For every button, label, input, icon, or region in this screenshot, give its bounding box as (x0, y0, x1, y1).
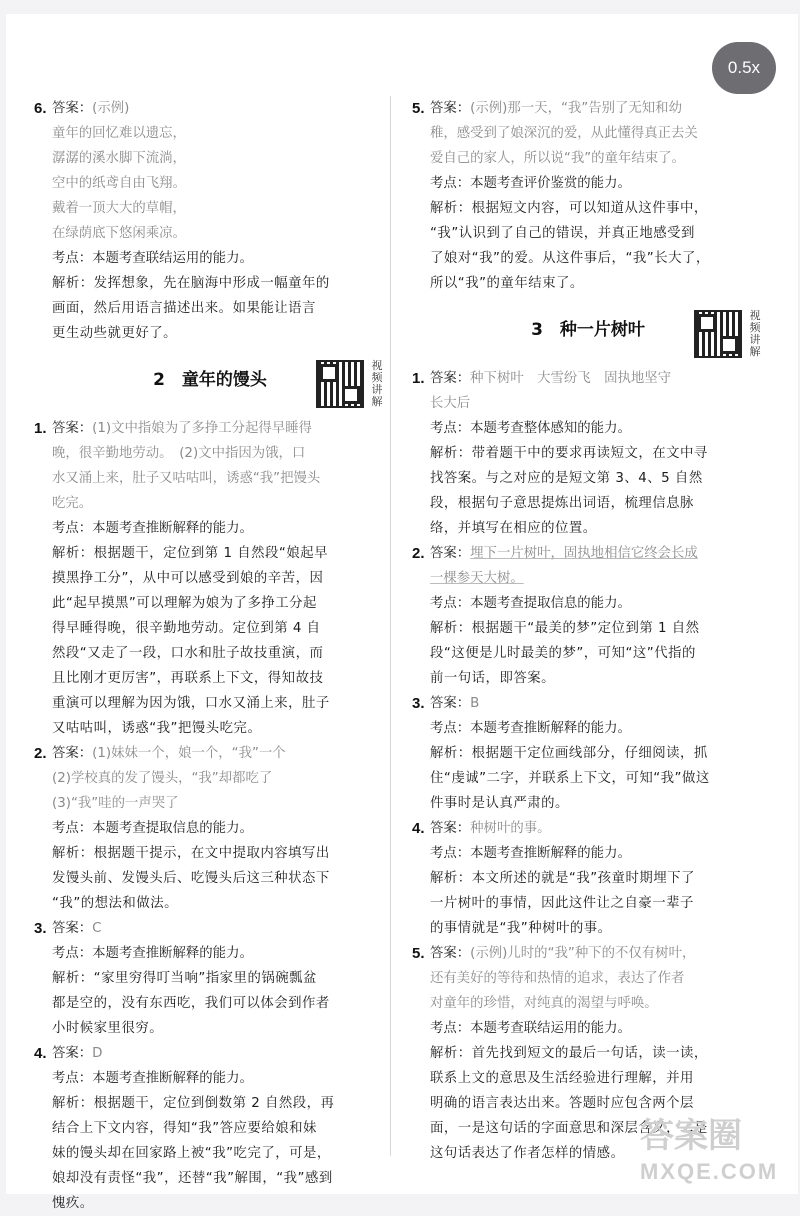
analysis-line: 愧疚。 (52, 1196, 94, 1211)
analysis-line: 这句话表达了作者怎样的情感。 (430, 1146, 625, 1161)
question-1 (34, 416, 386, 741)
analysis-line: “我”认识到了自己的错误，并真正地感受到 (430, 226, 695, 241)
answer-line: (示例)那一天，“我”告别了无知和幼 (470, 101, 682, 116)
answer-line: 种下树叶 大雪纷飞 固执地坚守 (470, 371, 672, 386)
section-title: 3 种一片树叶 (531, 320, 645, 340)
answer-line: (1)妹妹一个，娘一个，“我”一个 (92, 746, 286, 761)
kaodian-line: 考点：本题考查推断解释的能力。 (430, 846, 631, 861)
kaodian-line: 考点：本题考查评价鉴赏的能力。 (430, 176, 631, 191)
question-number: 3. (34, 920, 47, 937)
watermark-main: 答案圈 (640, 1117, 742, 1155)
answer-label: 答案： (430, 696, 471, 711)
analysis-line: 都是空的，没有东西吃，我们可以体会到作者 (52, 996, 330, 1011)
analysis-line: 解析：根据题干，定位到倒数第 2 自然段，再 (52, 1096, 335, 1111)
kaodian-line: 考点：本题考查推断解释的能力。 (430, 721, 631, 736)
question-number: 6. (34, 100, 47, 117)
right-column (412, 96, 764, 1166)
answer-line: 潺潺的溪水脚下流淌， (52, 151, 186, 166)
answer-label: 答案： (430, 946, 471, 961)
analysis-line: 件事时是认真严肃的。 (430, 796, 569, 811)
answer-line: B (470, 696, 480, 711)
question-number: 2. (412, 545, 425, 562)
question-4 (412, 816, 764, 941)
qr-code-icon[interactable] (316, 360, 364, 408)
kaodian-line: 考点：本题考查推断解释的能力。 (52, 946, 253, 961)
site-watermark (640, 1118, 778, 1190)
analysis-line: 得早睡得晚，很辛勤地劳动。定位到第 4 自 (52, 621, 321, 636)
answer-label: 答案： (430, 546, 471, 561)
analysis-line: 络，并填写在相应的位置。 (430, 521, 597, 536)
question-5-previous (412, 96, 764, 296)
answer-line: 戴着一顶大大的草帽， (52, 201, 186, 216)
question-6 (34, 96, 386, 346)
analysis-line: 解析：本文所述的就是“我”孩童时期埋下了 (430, 871, 695, 886)
analysis-line: “我”的想法和做法。 (52, 896, 178, 911)
analysis-line: 画面，然后用语言描述出来。如果能让语言 (52, 301, 316, 316)
question-number: 4. (412, 820, 425, 837)
analysis-line: 更生动些就更好了。 (52, 326, 178, 341)
answer-line: D (92, 1046, 103, 1061)
question-1 (412, 366, 764, 541)
qr-label: 视频讲解 (749, 309, 761, 358)
answer-line: 在绿荫底下悠闲乘凉。 (52, 226, 186, 241)
analysis-line: 明确的语言表达出来。答题时应包含两个层 (430, 1096, 694, 1111)
section-heading-3 (412, 310, 764, 356)
analysis-line: 解析：根据题干提示，在文中提取内容填写出 (52, 846, 330, 861)
analysis-line: 妹的馒头却在回家路上被“我”吃完了，可是， (52, 1146, 331, 1161)
answer-line: (3)“我”哇的一声哭了 (52, 796, 179, 811)
answer-label: 答案： (52, 746, 93, 761)
analysis-line: 此“起早摸黑”可以理解为娘为了多挣工分起 (52, 596, 317, 611)
answer-line: 长大后 (430, 396, 471, 411)
playback-speed-badge[interactable] (712, 42, 776, 94)
question-number: 2. (34, 745, 47, 762)
watermark-sub: MXQE.COM (640, 1159, 779, 1184)
analysis-line: 面，一是这句话的字面意思和深层含义，二是 (430, 1121, 708, 1136)
analysis-line: 找答案。与之对应的是短文第 3、4、5 自然 (430, 471, 703, 486)
question-3 (412, 691, 764, 816)
answer-line: 吃完。 (52, 496, 93, 511)
answer-line: (2)学校真的发了馒头，“我”却都吃了 (52, 771, 273, 786)
playback-speed-label: 0.5x (727, 58, 761, 77)
qr-label: 视频讲解 (371, 359, 383, 408)
answer-line: 还有美好的等待和热情的追求，表达了作者 (430, 971, 685, 986)
question-3 (34, 916, 386, 1041)
answer-line: 童年的回忆难以遗忘， (52, 126, 186, 141)
analysis-line: 了娘对“我”的爱。从这件事后，“我”长大了， (430, 251, 710, 266)
analysis-line: 前一句话，即答案。 (430, 671, 556, 686)
column-divider (390, 96, 391, 1156)
answer-line: 一棵参天大树。 (430, 571, 524, 586)
analysis-line: 解析：根据题干定位画线部分，仔细阅读，抓 (430, 746, 708, 761)
answer-label: 答案： (52, 921, 93, 936)
analysis-line: 解析：首先找到短文的最后一句话，读一读， (430, 1046, 708, 1061)
analysis-line: 解析：根据题干，定位到第 1 自然段“娘起早 (52, 546, 328, 561)
analysis-line: 重演可以理解为因为饿，口水又涌上来，肚子 (52, 696, 330, 711)
answer-line: 稚，感受到了娘深沉的爱，从此懂得真正去关 (430, 126, 698, 141)
analysis-line: 结合上下文内容，得知“我”答应要给娘和妹 (52, 1121, 317, 1136)
analysis-line: 所以“我”的童年结束了。 (430, 276, 584, 291)
analysis-line: 解析：带着题干中的要求再读短文，在文中寻 (430, 446, 708, 461)
question-number: 3. (412, 695, 425, 712)
analysis-line: 一片树叶的事情，因此这件让之自豪一辈子 (430, 896, 694, 911)
analysis-line: 娘却没有责怪“我”，还替“我”解围，“我”感到 (52, 1171, 333, 1186)
answer-line: (示例) (92, 101, 130, 116)
left-column (34, 96, 386, 1216)
answer-line: 对童年的珍惜，对纯真的渴望与呼唤。 (430, 996, 658, 1011)
analysis-line: 解析：发挥想象，先在脑海中形成一幅童年的 (52, 276, 330, 291)
answer-label: 答案： (430, 101, 471, 116)
analysis-line: 段“这便是儿时最美的梦”，可知“这”代指的 (430, 646, 696, 661)
analysis-line: 的事情就是“我”种树叶的事。 (430, 921, 612, 936)
question-number: 5. (412, 945, 425, 962)
answer-line: 水又涌上来，肚子又咕咕叫，诱惑“我”把馒头 (52, 471, 321, 486)
answer-label: 答案： (52, 1046, 93, 1061)
analysis-line: 且比刚才更厉害”，再联系上下文，得知故技 (52, 671, 324, 686)
answer-label: 答案： (52, 421, 93, 436)
analysis-line: 解析：根据短文内容，可以知道从这件事中， (430, 201, 708, 216)
answer-line: (1)文中指娘为了多挣工分起得早睡得 (92, 421, 312, 436)
question-number: 1. (412, 370, 425, 387)
answer-line: C (92, 921, 102, 936)
question-4 (34, 1041, 386, 1216)
answer-line: 埋下一片树叶，固执地相信它终会长成 (470, 546, 698, 561)
answer-line: 爱自己的家人，所以说“我”的童年结束了。 (430, 151, 685, 166)
analysis-line: 解析：“家里穷得叮当响”指家里的锅碗瓢盆 (52, 971, 317, 986)
answer-line: 晚，很辛勤地劳动。 (2)文中指因为饿，口 (52, 446, 306, 461)
kaodian-line: 考点：本题考查联结运用的能力。 (430, 1021, 631, 1036)
analysis-line: 小时候家里很穷。 (52, 1021, 164, 1036)
section-title: 2 童年的馒头 (153, 370, 267, 390)
kaodian-line: 考点：本题考查联结运用的能力。 (52, 251, 253, 266)
answer-label: 答案： (430, 371, 471, 386)
kaodian-line: 考点：本题考查提取信息的能力。 (430, 596, 631, 611)
question-number: 4. (34, 1045, 47, 1062)
answer-label: 答案： (430, 821, 471, 836)
kaodian-line: 考点：本题考查提取信息的能力。 (52, 821, 253, 836)
analysis-line: 然段“又走了一段，口水和肚子故技重演，而 (52, 646, 324, 661)
analysis-line: 又咕咕叫，诱惑“我”把馒头吃完。 (52, 721, 262, 736)
analysis-line: 住“虔诚”二字，并联系上下文，可知“我”做这 (430, 771, 710, 786)
analysis-line: 段，根据句子意思提炼出词语，梳理信息脉 (430, 496, 694, 511)
answer-line: 空中的纸鸢自由飞翔。 (52, 176, 186, 191)
answer-label: 答案： (52, 101, 93, 116)
analysis-line: 摸黑挣工分”，从中可以感受到娘的辛苦，因 (52, 571, 324, 586)
answer-line: (示例)儿时的“我”种下的不仅有树叶， (470, 946, 696, 961)
kaodian-line: 考点：本题考查推断解释的能力。 (52, 1071, 253, 1086)
section-heading-2 (34, 360, 386, 406)
question-2 (412, 541, 764, 691)
kaodian-line: 考点：本题考查整体感知的能力。 (430, 421, 631, 436)
question-2 (34, 741, 386, 916)
analysis-line: 联系上文的意思及生活经验进行理解，并用 (430, 1071, 694, 1086)
question-number: 5. (412, 100, 425, 117)
answer-line: 种树叶的事。 (470, 821, 551, 836)
analysis-line: 解析：根据题干“最美的梦”定位到第 1 自然 (430, 621, 700, 636)
question-number: 1. (34, 420, 47, 437)
qr-code-icon[interactable] (694, 310, 742, 358)
analysis-line: 发馒头前、发馒头后、吃馒头后这三种状态下 (52, 871, 330, 886)
kaodian-line: 考点：本题考查推断解释的能力。 (52, 521, 253, 536)
